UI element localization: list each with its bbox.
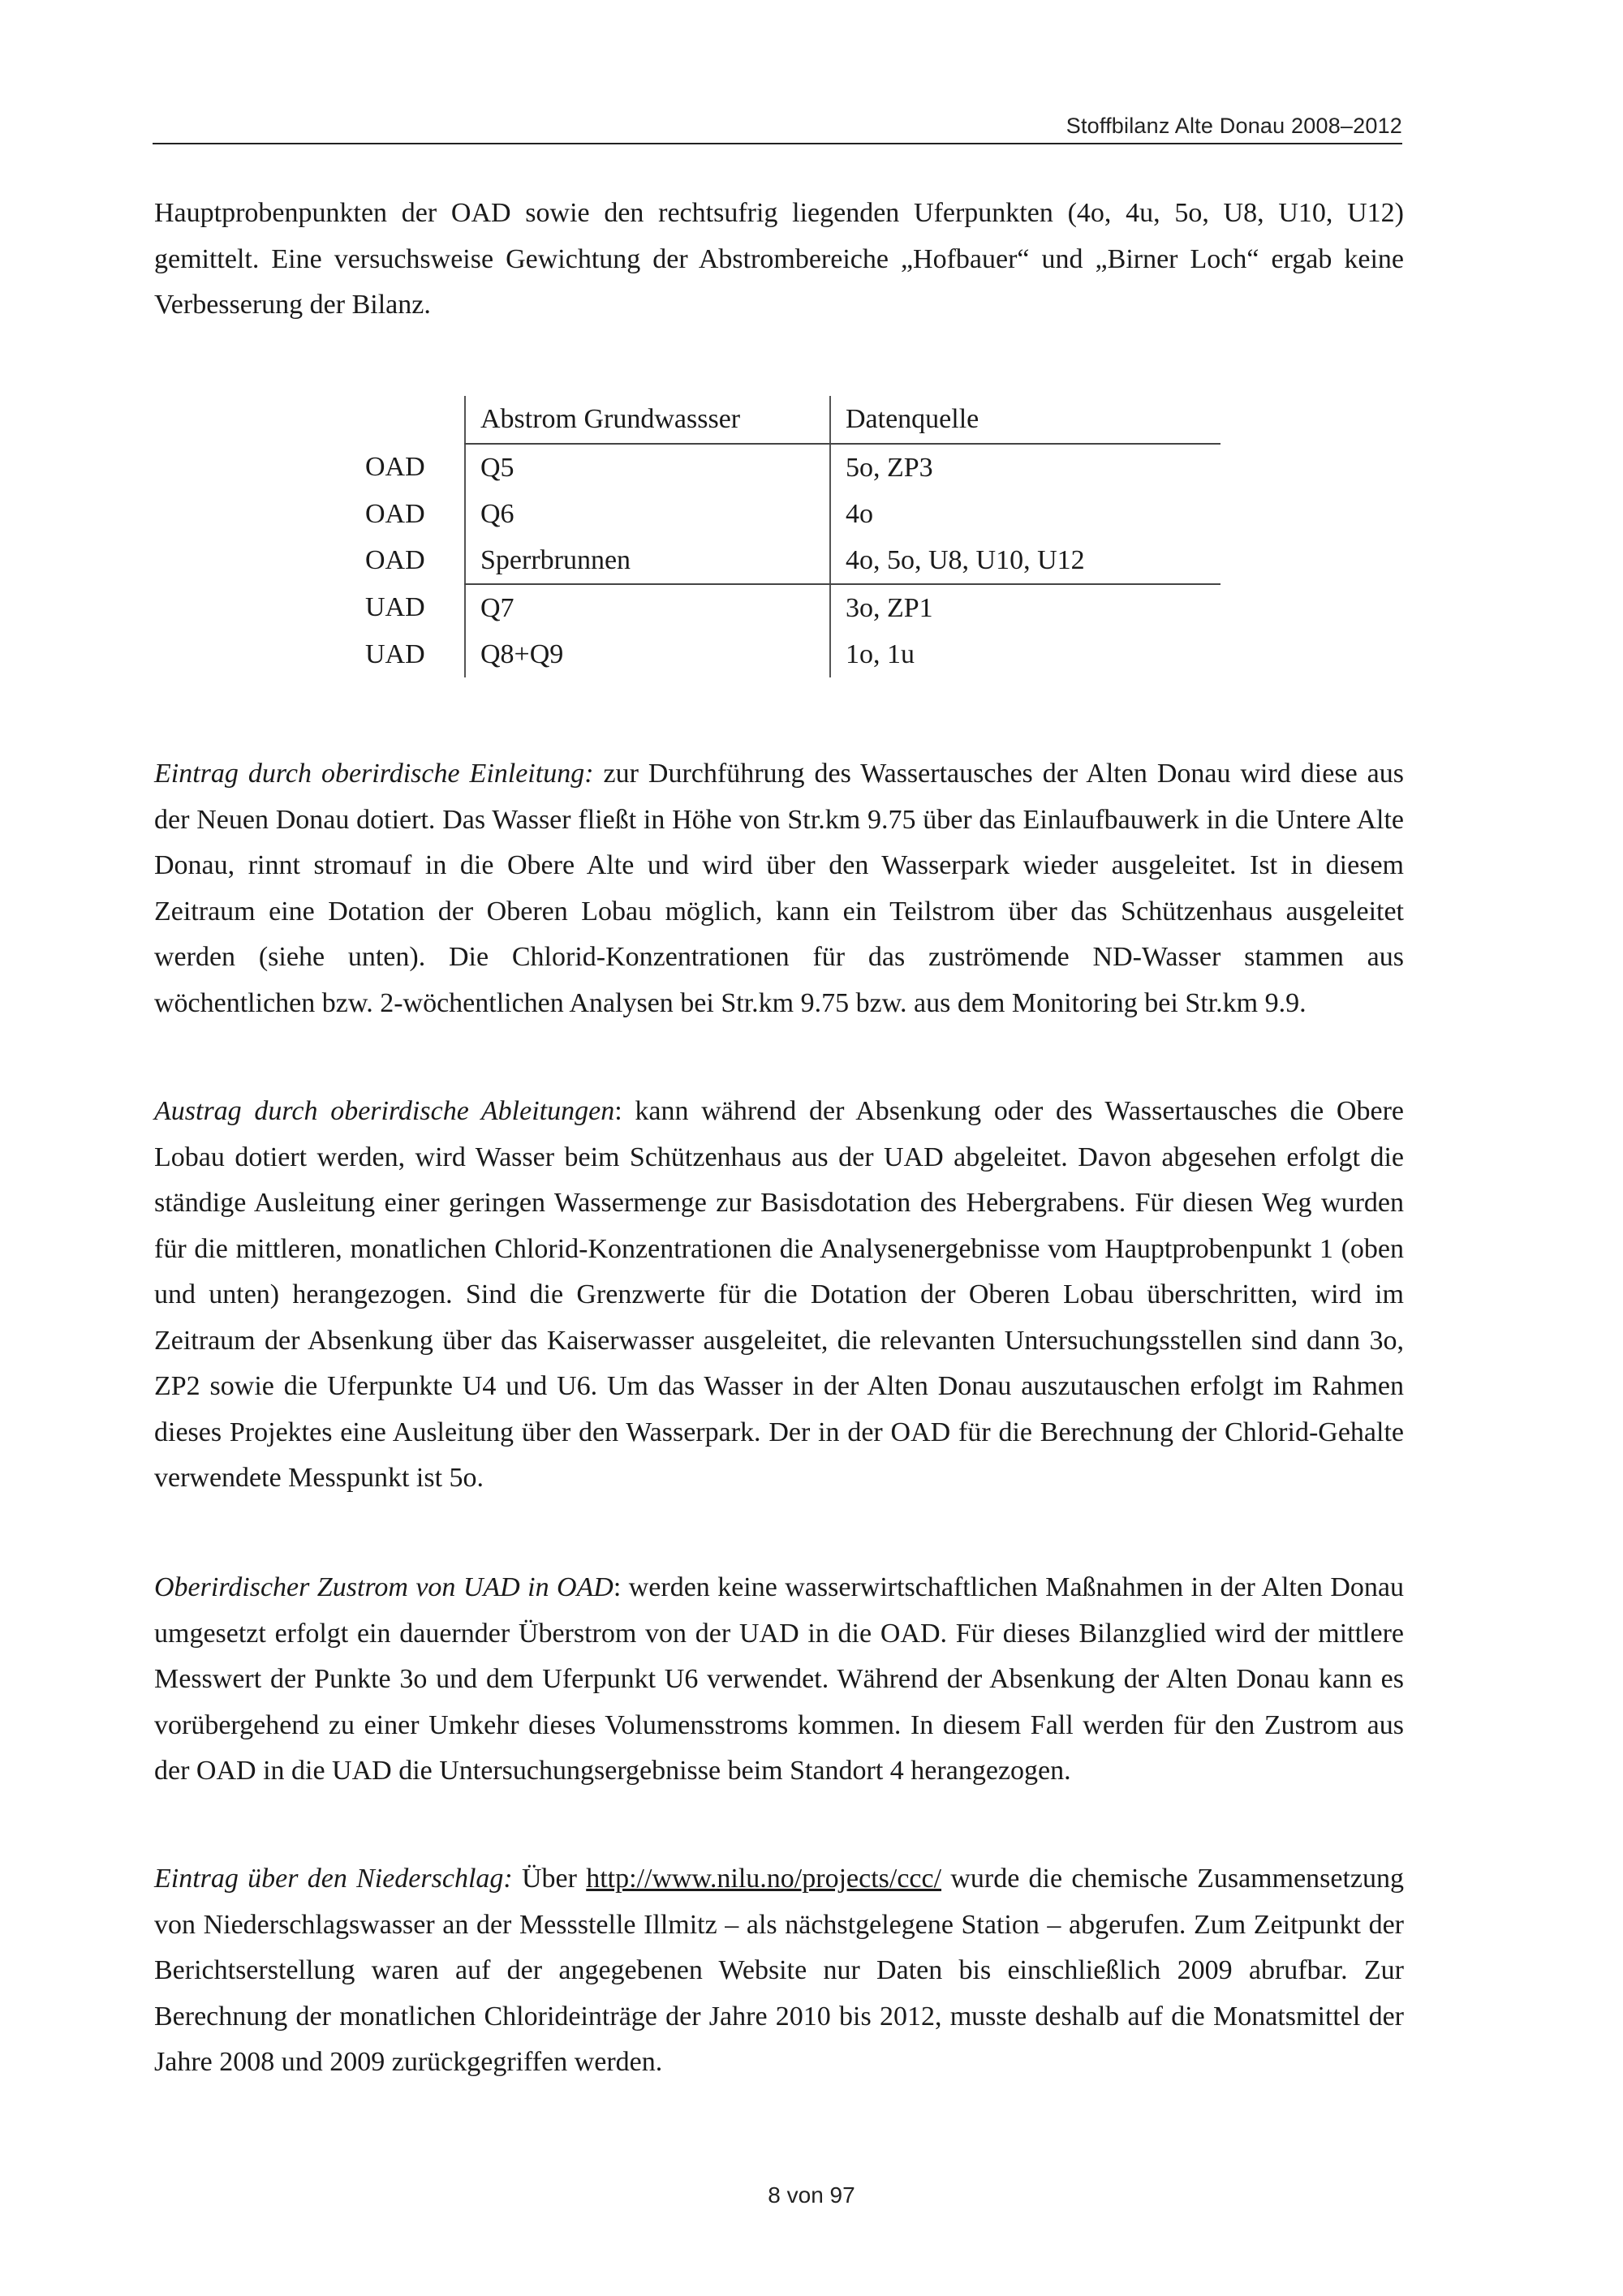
paragraph-text: : kann während der Absenkung oder des Wassertausches die Obere Lobau dotiert werden, wird Wasser beim Schützenhaus aus der UAD abgeleitet. Davon abgesehen erfolgt die ständige Ausleitung einer geringen Wassermenge zur Basisdotation des Hebergrabens. Für diesen Weg wurden für die mittleren, monatlichen Chlorid-Konzentrationen die Analysenergebnisse vom Hauptprobenpunkt 1 (oben und unten) herangezogen. Sind die Grenzwerte für die Dotation der Oberen Lobau überschritten, wird im Zeitraum der Absenkung über das Kaiserwasser ausgeleitet, die relevanten Untersuchungsstellen sind dann 3o, ZP2 sowie die Uferpunkte U4 und U6. Um das Wasser in der Alten Donau auszutauschen erfolgt im Rahmen dieses Projektes eine Ausleitung über den Wasserpark. Der in der OAD für die Berechnung der Chlorid-Gehalte verwendete Messpunkt ist 5o.: [154, 1096, 1404, 1493]
table-cell: 1o, 1u: [830, 631, 1220, 677]
paragraph-heading: Eintrag über den Niederschlag:: [154, 1864, 513, 1894]
table-cell: 4o: [830, 491, 1220, 537]
groundwater-source-table: [352, 396, 1220, 677]
paragraph-heading: Oberirdischer Zustrom von UAD in OAD: [154, 1572, 613, 1602]
page-number: 8 von 97: [768, 2182, 855, 2208]
table-row: [352, 631, 1220, 677]
table-header-row: [352, 396, 1220, 444]
table-cell: 4o, 5o, U8, U10, U12: [830, 537, 1220, 584]
table-cell: Q5: [465, 444, 830, 491]
paragraph-text: : werden keine wasserwirtschaftlichen Maßnahmen in der Alten Donau umgesetzt erfolgt ein dauernder Überstrom von der UAD in die OAD. Für dieses Bilanzglied wird der mittlere Messwert der Punkte 3o und dem Uferpunkt U6 verwendet. Während der Absenkung der Alten Donau kann es vorübergehend zu einer Umkehr dieses Volumensstroms kommen. In diesem Fall werden für den Zustrom aus der OAD in die UAD die Untersuchungsergebnisse beim Standort 4 herangezogen.: [154, 1572, 1404, 1786]
table-cell: 3o, ZP1: [830, 584, 1220, 631]
paragraph-text: zur Durchführung des Wassertausches der Alten Donau wird diese aus der Neuen Donau dotiert. Das Wasser fließt in Höhe von Str.km 9.75 über das Einlaufbauwerk in die Untere Alte Donau, rinnt stromauf in die Obere Alte und wird über den Wasserpark wieder ausgeleitet. Ist in diesem Zeitraum eine Dotation der Oberen Lobau möglich, kann ein Teilstrom über das Schützenhaus ausgeleitet werden (siehe unten). Die Chlorid-Konzentrationen für das zuströmende ND-Wasser stammen aus wöchentlichen bzw. 2-wöchentlichen Analysen bei Str.km 9.75 bzw. aus dem Monitoring bei Str.km 9.9.: [154, 759, 1404, 1018]
header-divider: [153, 143, 1402, 144]
table-cell: OAD: [365, 545, 425, 575]
table-header-cell: [352, 396, 465, 444]
table-row: [352, 444, 1220, 491]
paragraph-eintrag-niederschlag: [154, 1856, 1404, 2086]
running-header: Stoffbilanz Alte Donau 2008–2012: [1065, 114, 1402, 138]
table-cell: Q7: [465, 584, 830, 631]
table-row: [352, 584, 1220, 631]
table-cell: UAD: [365, 638, 425, 669]
table-row: [352, 537, 1220, 584]
paragraph-heading: Austrag durch oberirdische Ableitungen: [154, 1096, 615, 1126]
table-cell: OAD: [365, 452, 425, 482]
table-header-cell: Abstrom Grundwassser: [465, 396, 830, 444]
paragraph-heading: Eintrag durch oberirdische Einleitung:: [154, 759, 594, 789]
paragraph-eintrag-einleitung: [154, 751, 1404, 1026]
table-cell: OAD: [365, 498, 425, 529]
table-cell: Q6: [465, 491, 830, 537]
paragraph-austrag-ableitungen: [154, 1089, 1404, 1502]
nilu-link[interactable]: http://www.nilu.no/projects/ccc/: [586, 1864, 942, 1894]
table-row: [352, 491, 1220, 537]
paragraph-zustrom-uad-oad: [154, 1565, 1404, 1795]
paragraph-text: wurde die chemische Zusammensetzung von Niederschlagswasser an der Messstelle Illmitz – als nächstgelegene Station – abgerufen. Zum Zeitpunkt der Berichtserstellung waren auf der angegebenen Website nur Daten bis einschließlich 2009 abrufbar. Zur Berechnung der monatlichen Chlorideinträge der Jahre 2010 bis 2012, musste deshalb auf die Monatsmittel der Jahre 2008 und 2009 zurückgegriffen werden.: [154, 1864, 1405, 2077]
table-cell: Q8+Q9: [465, 631, 830, 677]
intro-paragraph: [154, 191, 1404, 329]
paragraph-text: Über: [521, 1864, 577, 1894]
intro-text: Hauptprobenpunkten der OAD sowie den rechtsufrig liegenden Uferpunkten (4o, 4u, 5o, U8, U10, U12) gemittelt. Eine versuchsweise Gewichtung der Abstrombereiche „Hofbauer“ und „Birner Loch“ ergab keine Verbesserung der Bilanz.: [154, 198, 1404, 320]
table-cell: Sperrbrunnen: [465, 537, 830, 584]
table-cell: 5o, ZP3: [830, 444, 1220, 491]
table-cell: UAD: [365, 592, 425, 622]
table-header-cell: Datenquelle: [830, 396, 1220, 444]
